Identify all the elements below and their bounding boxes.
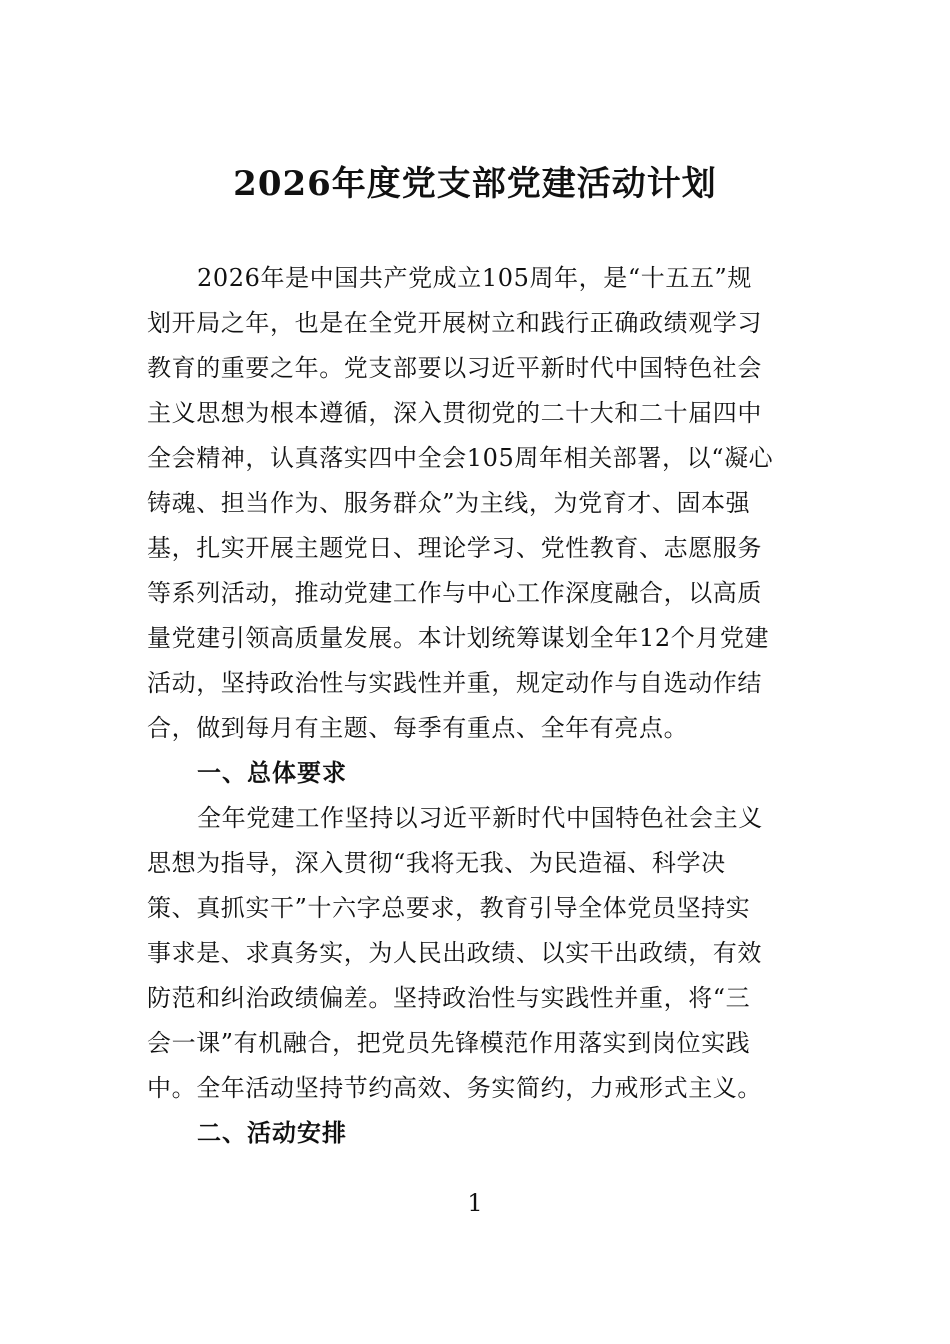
paragraph-intro-line-1: 2026年是中国共产党成立105周年，是“十五五”规 (197, 264, 753, 292)
paragraph-intro-line-6: 铸魂、担当作为、服务群众”为主线，为党育才、固本强 (147, 489, 751, 517)
paragraph-intro-line-3: 教育的重要之年。党支部要以习近平新时代中国特色社会 (147, 354, 762, 382)
paragraph-intro-line-11: 合，做到每月有主题、每季有重点、全年有亮点。 (147, 714, 689, 742)
section-heading-activity-arrangement: 二、活动安排 (197, 1119, 347, 1147)
paragraph-requirements-line-4: 事求是、求真务实，为人民出政绩、以实干出政绩，有效 (147, 939, 762, 967)
paragraph-intro-line-8: 等系列活动，推动党建工作与中心工作深度融合，以高质 (147, 579, 762, 607)
paragraph-intro-line-10: 活动，坚持政治性与实践性并重，规定动作与自选动作结 (147, 669, 762, 697)
paragraph-intro-line-7: 基，扎实开展主题党日、理论学习、党性教育、志愿服务 (147, 534, 762, 562)
paragraph-requirements-line-6: 会一课”有机融合，把党员先锋模范作用落实到岗位实践 (147, 1029, 751, 1057)
page-number: 1 (467, 1189, 483, 1217)
paragraph-intro-line-9: 量党建引领高质量发展。本计划统筹谋划全年12个月党建 (147, 624, 770, 652)
paragraph-requirements-line-3: 策、真抓实干”十六字总要求，教育引导全体党员坚持实 (147, 894, 751, 922)
paragraph-intro-line-2: 划开局之年，也是在全党开展树立和践行正确政绩观学习 (147, 309, 762, 337)
document-body (147, 256, 807, 1156)
paragraph-requirements-line-5: 防范和纠治政绩偏差。坚持政治性与实践性并重，将“三 (147, 984, 751, 1012)
paragraph-requirements-line-1: 全年党建工作坚持以习近平新时代中国特色社会主义 (197, 804, 763, 832)
paragraph-intro-line-5: 全会精神，认真落实四中全会105周年相关部署，以“凝心 (147, 444, 774, 472)
section-heading-general-requirements: 一、总体要求 (197, 759, 347, 787)
paragraph-intro-line-4: 主义思想为根本遵循，深入贯彻党的二十大和二十届四中 (147, 399, 762, 427)
paragraph-requirements-line-2: 思想为指导，深入贯彻“我将无我、为民造福、科学决 (147, 849, 726, 877)
paragraph-requirements-line-7: 中。全年活动坚持节约高效、务实简约，力戒形式主义。 (147, 1074, 762, 1102)
document-title: 2026年度党支部党建活动计划 (233, 164, 717, 204)
